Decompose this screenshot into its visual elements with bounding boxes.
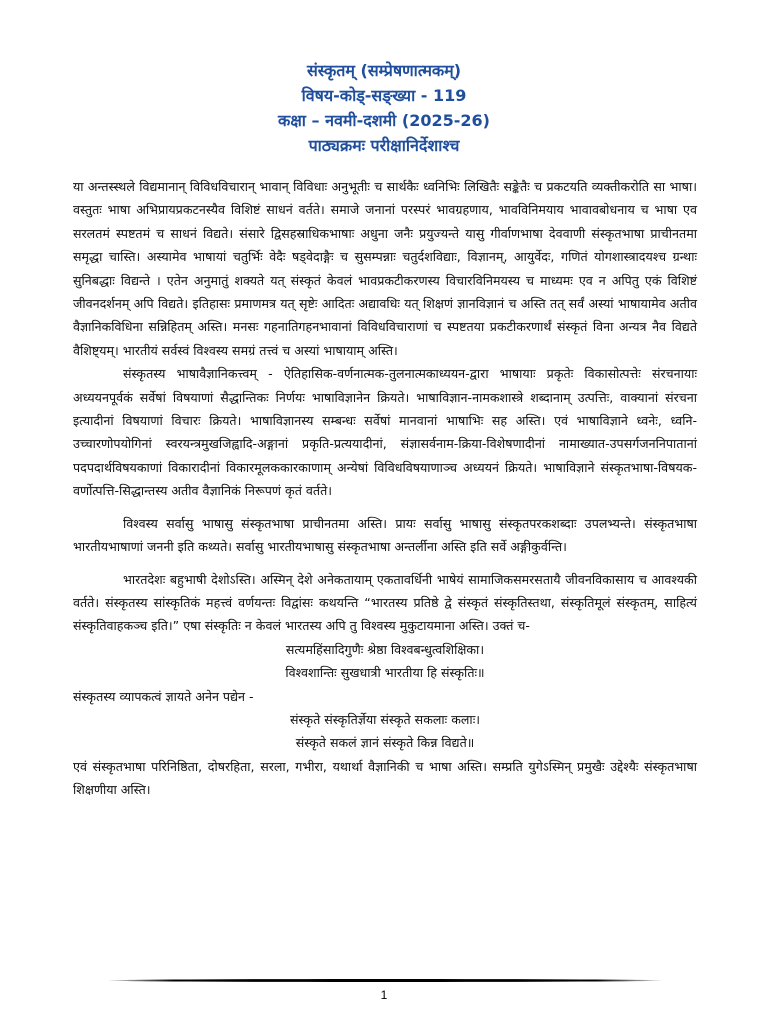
paragraph-closing: एवं संस्कृतभाषा परिनिष्ठिता, दोषरहिता, सरला, गभीरा, यथार्था वैज्ञानिकी च भाषा अस्ति। सम्प्रति युगेऽस्मिन् प्रमुखैः उद्देश्यैः संस्कृतभाषा शिक्षणीया अस्ति। xyxy=(73,758,697,798)
body-text xyxy=(73,175,697,802)
verse-line: संस्कृते संस्कृतिर्ज्ञेया संस्कृते सकलाः कलाः। xyxy=(289,711,481,727)
verse-intro: संस्कृतस्य व्यापकत्वं ज्ञायते अनेन पद्येन - xyxy=(73,688,254,704)
paragraph-culture: भारतदेशः बहुभाषी देशोऽस्ति। अस्मिन् देशे अनेकतायाम् एकतावर्धिनी भाषेयं सामाजिकसमरसतायै जीवनविकासाय च आवश्यकी वर्तते। संस्कृतस्य सांस्कृतिकं महत्त्वं वर्णयन्तः विद्वांसः कथयन्ति “भारतस्य प्रतिष्ठे द्वे संस्कृतं संस्कृतिस्तथा, संस्कृतिमूलं संस्कृतम्, साहित्यं संस्कृतिवाहकञ्च इति।” एषा संस्कृतिः न केवलं भारतस्य अपि तु विश्वस्य मुकुटायमाना अस्ति। उक्तं च- xyxy=(73,571,697,634)
subject-code: विषय-कोड्-सङ्ख्या - 119 xyxy=(301,86,467,105)
document-title: संस्कृतम् (सम्प्रेषणात्मकम्) xyxy=(306,61,462,80)
class-line: कक्षा – नवमी-दशमी (2025-26) xyxy=(278,111,490,130)
syllabus-heading: पाठ्यक्रमः परीक्षानिर्देशाश्च xyxy=(308,136,460,155)
paragraph-linguistics: संस्कृतस्य भाषावैज्ञानिकत्त्वम् - ऐतिहासिक-वर्णनात्मक-तुलनात्मकाध्ययन-द्वारा भाषायाः प्रकृतेः विकासोत्पत्तेः संरचनायाः अध्ययनपूर्वकं सर्वेषां विषयाणां सैद्धान्तिकः निर्णयः भाषाविज्ञानेन क्रियते। भाषाविज्ञान-नामकशास्त्रे शब्दानाम् उत्पत्तिः, वाक्यानां संरचना इत्यादीनां विषयाणां विचारः क्रियते। भाषाविज्ञानस्य सम्बन्धः सर्वेषां मानवानां भाषाभिः सह अस्ति। एवं भाषाविज्ञाने ध्वनेः, ध्वनि-उच्चारणोपयोगिनां स्वरयन्त्रमुखजिह्वादि-अङ्गानां प्रकृति-प्रत्ययादीनां, संज्ञासर्वनाम-क्रिया-विशेषणादीनां नामाख्यात-उपसर्गजननिपातानां पदपदार्थविषयकाणां विकारादीनां विकारमूलककारकाणाम् अन्येषां विविधविषयाणाञ्च अध्ययनं क्रियते। भाषाविज्ञाने संस्कृतभाषा-विषयक-वर्णोत्पत्ति-सिद्धान्तस्य अतीव वैज्ञानिकं निरूपणं कृतं वर्तते। xyxy=(73,366,697,499)
verse-line: विश्वशान्तिः सुखधात्री भारतीया हि संस्कृतिः॥ xyxy=(285,665,485,681)
verse-line: संस्कृते सकलं ज्ञानं संस्कृते किन्न विद्यते॥ xyxy=(295,735,475,751)
footer-divider xyxy=(108,979,662,982)
paragraph-intro: या अन्तस्स्थले विद्यमानान् विविधविचारान् भावान् विविधाः अनुभूतीः च सार्थकैः ध्वनिभिः लिखितैः सङ्केतैः च प्रकटयति व्यक्तीकरोति सा भाषा। वस्तुतः भाषा अभिप्रायप्रकटनस्यैव विशिष्टं साधनं वर्तते। समाजे जनानां परस्परं भावग्रहणाय, भावविनिमयाय भावावबोधनाय च भाषा एव सरलतमं स्पष्टतमं च साधनं विद्यते। संसारे द्विसहस्राधिकभाषाः अधुना जनैः प्रयुज्यन्ते यासु गीर्वाणभाषा देववाणी संस्कृतभाषा प्राचीनतमा समृद्धा चास्ति। अस्यामेव भाषायां चतुर्भिः वेदैः षड्वेदाङ्गैः च सुसम्पन्नाः चतुर्दशविद्याः, विज्ञानम्, आयुर्वेदः, गणितं योगशास्त्रादयश्च ग्रन्थाः सुनिबद्धाः विद्यन्ते । एतेन अनुमातुं शक्यते यत् संस्कृतं केवलं भावप्रकटीकरणस्य विचारविनिमयस्य च माध्यमः एव न अपितु एकं विशिष्टं जीवनदर्शनम् अपि विद्यते। इतिहासः प्रमाणमत्र यत् सृष्टेः आदितः अद्यावधिः यत् शिक्षणं ज्ञानविज्ञानं च अस्ति तत् सर्वं अस्यां भाषायामेव अतीव वैज्ञानिकविधिना सन्निहितम् अस्ति। मनसः गहनातिगहनभावानां विविधविचाराणां च स्पष्टतया प्रकटीकरणार्थं संस्कृतं विना अन्यत्र नैव विद्यते वैशिष्ट्यम्। भारतीयं सर्वस्वं विश्वस्य समग्रं तत्त्वं च अस्यां भाषायाम् अस्ति। xyxy=(73,179,697,358)
page-number: 1 xyxy=(380,988,388,1002)
document-header xyxy=(0,58,768,158)
verse-line: सत्यमहिंसादिगुणैः श्रेष्ठा विश्वबन्धुत्वशिक्षिका। xyxy=(285,641,485,657)
paragraph-antiquity: विश्वस्य सर्वासु भाषासु संस्कृतभाषा प्राचीनतमा अस्ति। प्रायः सर्वासु भाषासु संस्कृतपरकशब्दाः उपलभ्यन्ते। संस्कृतभाषा भारतीयभाषाणां जननी इति कथ्यते। सर्वासु भारतीयभाषासु संस्कृतभाषा अन्तर्लीना अस्ति इति सर्वे अङ्गीकुर्वन्ति। xyxy=(73,515,697,555)
